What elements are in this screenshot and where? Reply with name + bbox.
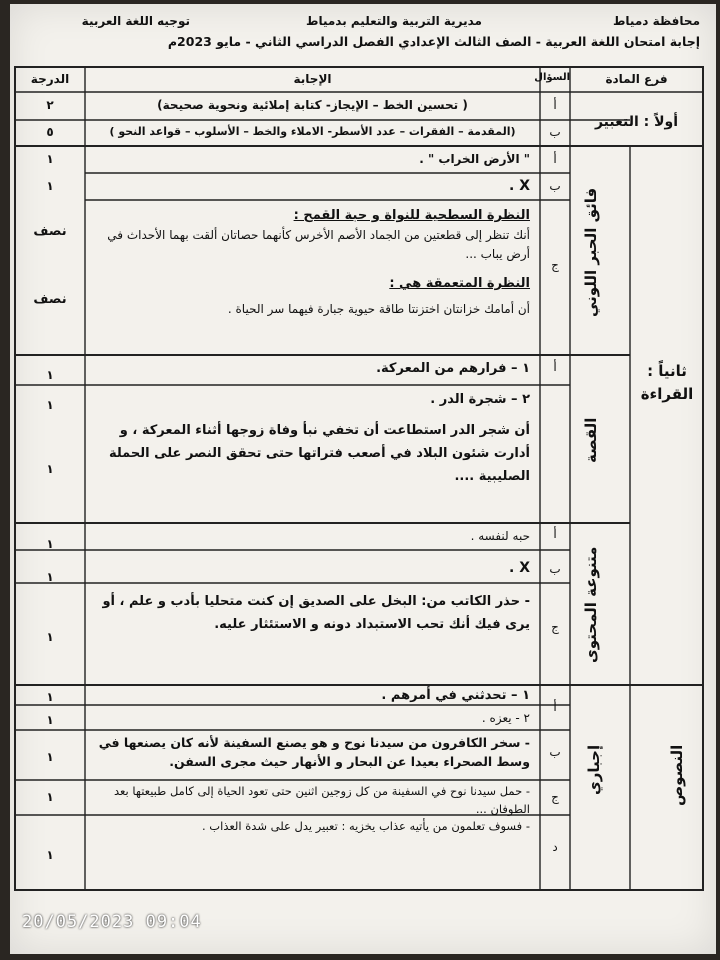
various-a-answer: حبه لنفسه . — [470, 529, 530, 543]
governorate-label: محافظة دمياط — [612, 14, 700, 28]
expression-b-answer: (المقدمة – الفقرات – عدد الأسطر- الاملاء والخط – الأسلوب – قواعد النحو ) — [109, 125, 516, 138]
story-a-letter: أ — [553, 360, 557, 374]
story-item2: ٢ – شجرة الدر . — [430, 392, 530, 407]
various-b-letter: ب — [549, 562, 561, 576]
various-c-letter: ج — [551, 620, 559, 634]
texts-a1-answer: ١ – تحدثني في أمرهم . — [381, 688, 530, 703]
informational-c-text1: أنك تنظر إلى قطعتين من الجماد الأصم الأخرس كأنهما حصاتان ألقت بهما الأحداث في أرض يباب ... — [107, 228, 530, 261]
informational-c-grade2: نصف — [33, 292, 67, 307]
various-label: متنوعة المحتوى — [582, 546, 600, 664]
directorate-label: مديرية التربية والتعليم بدمياط — [305, 14, 482, 28]
texts-label: إجباري — [585, 744, 603, 796]
texts-c-answer: - حمل سيدنا نوح في السفينة من كل زوجين اثنين حتى تعود الحياة إلى كامل طبيعتها بعد الطوفان ... — [113, 784, 530, 816]
expression-b-grade: ٥ — [46, 125, 54, 139]
texts-a-letter: أ — [553, 700, 557, 714]
story-grade2: ١ — [46, 398, 54, 412]
texts-c-letter: ج — [551, 790, 559, 804]
various-a-letter: أ — [553, 527, 557, 541]
texts-b-letter: ب — [549, 745, 561, 759]
informational-c-letter: ج — [551, 258, 559, 272]
informational-a-letter: أ — [553, 152, 557, 166]
story-grade1: ١ — [46, 368, 54, 382]
exam-title: إجابة امتحان اللغة العربية - الصف الثالث الإعدادي الفصل الدراسي الثاني - مايو 2023م — [167, 34, 700, 49]
texts-title: النصوص — [668, 744, 686, 806]
various-b-grade: ١ — [46, 570, 54, 584]
informational-b-answer: X . — [509, 178, 530, 194]
informational-a-answer: " الأرض الخراب " . — [419, 152, 530, 166]
texts-d-grade: ١ — [46, 848, 54, 862]
expression-a-grade: ٢ — [46, 98, 54, 112]
informational-c-text2: أن أمامك خزانتان اختزنتا طاقة حيوية جبارة فيهما سر الحياة . — [227, 302, 530, 316]
header-branch: فرع المادة — [605, 72, 668, 86]
story-item1: ١ – فرارهم من المعركة. — [376, 361, 530, 376]
various-a-grade: ١ — [46, 537, 54, 551]
informational-c-grade1: نصف — [33, 224, 67, 239]
expression-a-letter: أ — [553, 98, 557, 112]
story-label: القصة — [582, 417, 600, 463]
informational-b-letter: ب — [549, 179, 561, 193]
texts-d-letter: د — [552, 840, 558, 854]
texts-b-answer: - سخر الكافرون من سيدنا نوح و هو يصنع السفينة لأنه كان يصنعها في وسط الصحراء بعيدا عن البحار و الأنهار حيث مجرى السفن. — [98, 735, 530, 770]
various-c-grade: ١ — [46, 630, 54, 644]
expression-title: أولاً : التعبير — [594, 114, 679, 130]
texts-a2-answer: ٢ - يعزه . — [481, 711, 530, 725]
various-c-answer: - حذر الكاتب من: البخل على الصديق إن كنت متحليا بأدب و علم ، أو يرى فيك أنك تحب الاستبداد دونه و الاستئثار عليه. — [102, 594, 530, 633]
informational-c-head1: النظرة السطحية للنواة و حبة القمح : — [293, 208, 530, 223]
supervision-label: توجيه اللغة العربية — [81, 14, 190, 28]
texts-a2-grade: ١ — [46, 713, 54, 727]
expression-a-answer: ( تحسين الخط – الإيجاز- كتابة إملائية ونحوية صحيحة) — [157, 98, 468, 112]
various-b-answer: X . — [509, 560, 530, 576]
texts-b-grade: ١ — [46, 750, 54, 764]
informational-label: فائق الحبر اللوني — [582, 187, 600, 318]
texts-a1-grade: ١ — [46, 690, 54, 704]
texts-d-answer: - فسوف تعلمون من يأتيه عذاب يخزيه : تعبير يدل على شدة العذاب . — [201, 819, 530, 833]
informational-c-head2: النظرة المتعمقة هي : — [389, 276, 530, 291]
header-question: السؤال — [534, 72, 570, 83]
texts-c-grade: ١ — [46, 790, 54, 804]
expression-b-letter: ب — [549, 125, 561, 139]
reading-title: ثانياً : القراءة — [640, 362, 694, 404]
photo-timestamp: 20/05/2023 09:04 — [22, 912, 202, 932]
story-grade3: ١ — [46, 462, 54, 476]
header-grade: الدرجة — [30, 72, 70, 86]
informational-b-grade: ١ — [46, 179, 54, 193]
story-item3: أن شجر الدر استطاعت أن تخفي نبأ وفاة زوجها أثناء المعركة ، و أدارت شئون البلاد في أصعب فتراتها حتى تحقق النصر على الحملة الصليبية .... — [108, 423, 530, 484]
header-answer: الإجابة — [293, 72, 332, 86]
informational-a-grade: ١ — [46, 152, 54, 166]
